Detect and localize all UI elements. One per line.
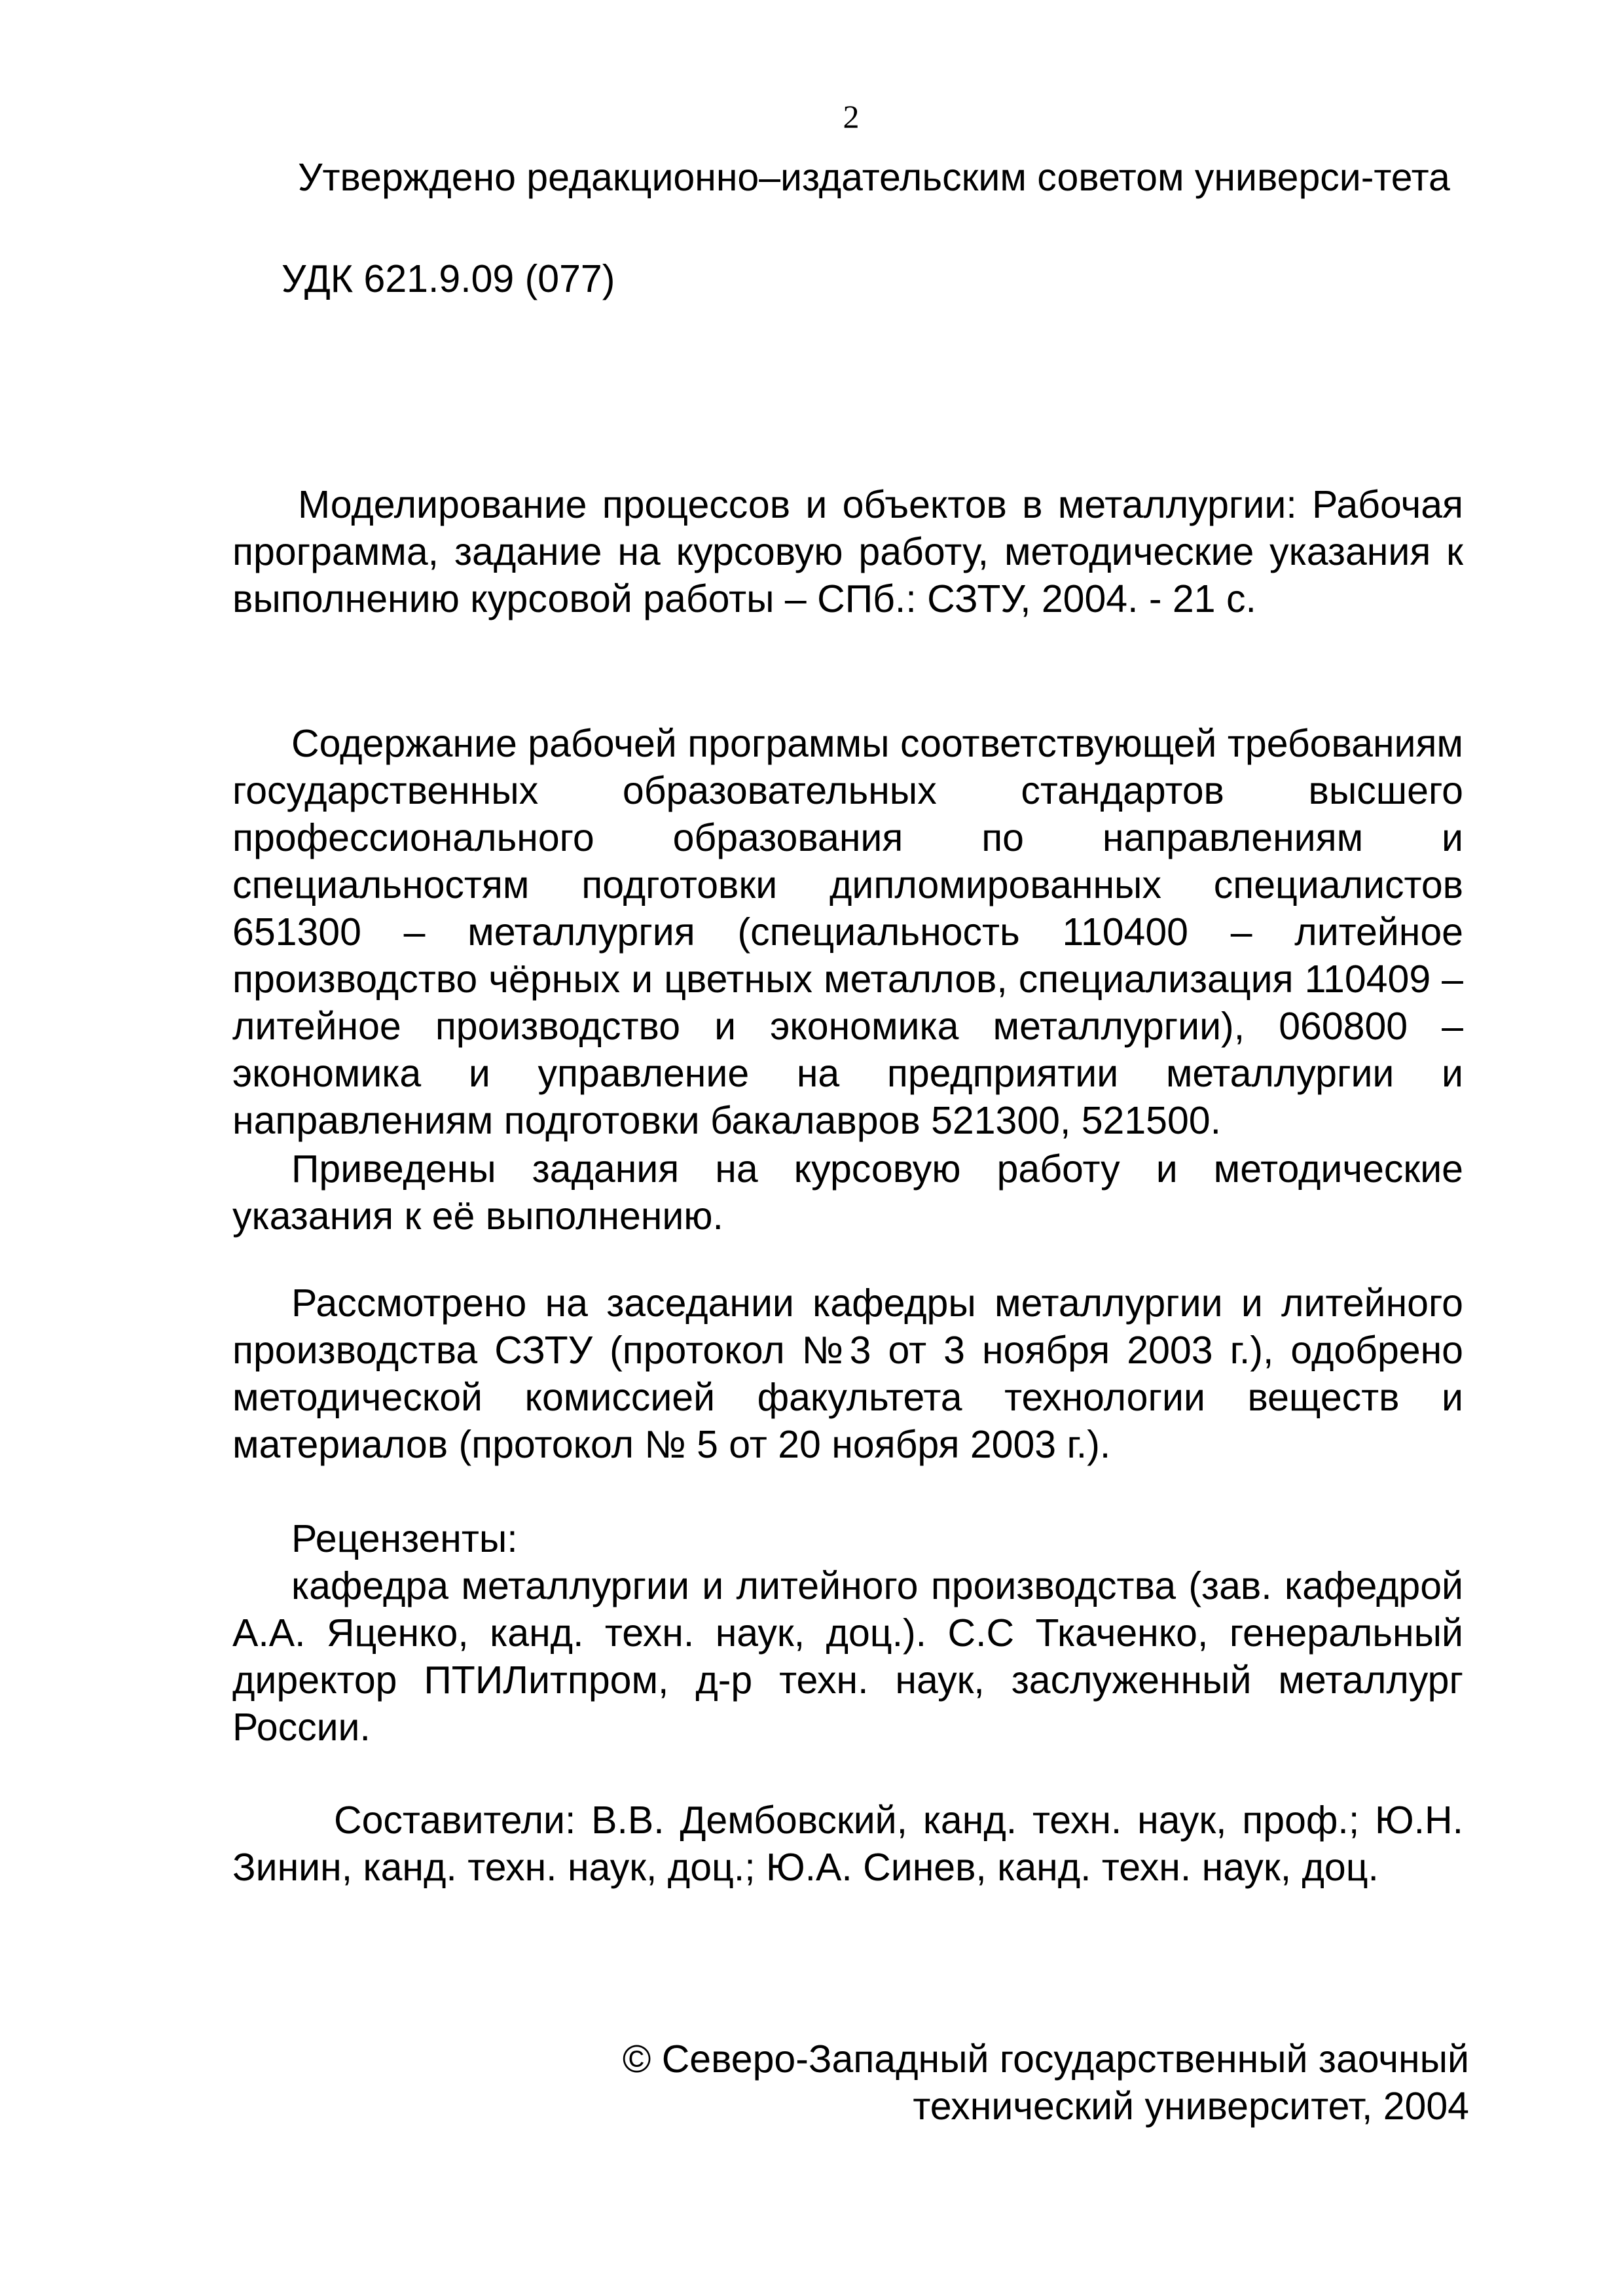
approval-statement: Утверждено редакционно–издательским советом универси-тета — [298, 156, 1450, 199]
assignments-paragraph: Приведены задания на курсовую работу и методические указания к её выполнению. — [232, 1147, 1463, 1238]
content-description-paragraph: Содержание рабочей программы соответствующей требованиям государственных образовательных стандартов высшего профессионального образования по направлениям и специальностям подготовки дипломированных специалистов 651300 – металлургия (специальность 110400 – литейное производство чёрных и цветных металлов, специализация 110409 – литейное производство и экономика металлургии), 060800 – экономика и управление на предприятии металлургии и направлениям подготовки бакалавров 521300, 521500. — [232, 722, 1463, 1142]
bibliographic-citation: Моделирование процессов и объектов в металлургии: Рабочая программа, задание на курсовую работу, методические указания к выполнению курсовой работы – СПб.: СЗТУ, 2004. - 21 с. — [232, 483, 1463, 620]
reviewers-list: кафедра металлургии и литейного производства (зав. кафедрой А.А. Яценко, канд. техн. наук, доц.). С.С Ткаченко, генеральный директор ПТИЛитпром, д-р техн. наук, заслуженный металлург России. — [232, 1564, 1463, 1749]
copyright-line-2: технический университет, 2004 — [913, 2085, 1469, 2128]
page-number: 2 — [843, 98, 860, 135]
review-approval-paragraph: Рассмотрено на заседании кафедры металлургии и литейного производства СЗТУ (протокол №3 от 3 ноября 2003 г.), одобрено методической комиссией факультета технологии веществ и материалов (протокол № 5 от 20 ноября 2003 г.). — [232, 1282, 1463, 1466]
copyright-notice — [623, 2036, 1469, 2130]
reviewers-heading: Рецензенты: — [291, 1517, 518, 1560]
udk-code: УДК 621.9.09 (077) — [282, 257, 615, 300]
compilers-list: Составители: В.В. Дембовский, канд. техн. наук, проф.; Ю.Н. Зинин, канд. техн. наук, доц.; Ю.А. Синев, канд. техн. наук, доц. — [232, 1799, 1463, 1889]
copyright-line-1: © Северо-Западный государственный заочный — [622, 2037, 1469, 2081]
